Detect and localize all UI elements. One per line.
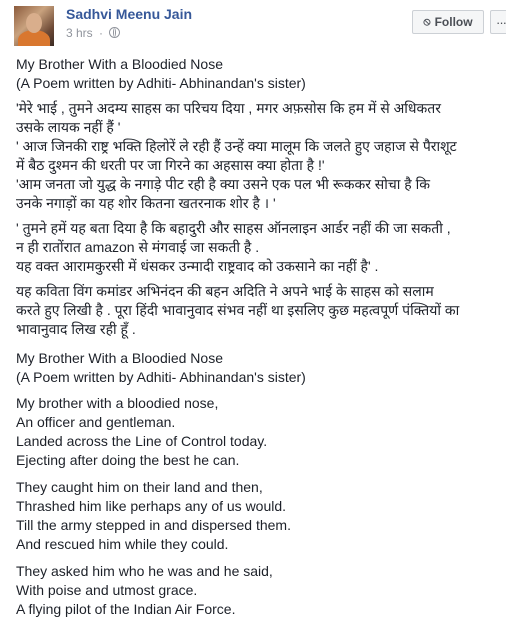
meta-separator: · bbox=[99, 26, 104, 40]
poem-line: A flying pilot of the Indian Air Force. bbox=[16, 601, 236, 617]
hindi-line: उसके लायक नहीं हैं ' bbox=[16, 119, 121, 135]
poem-line: And rescued him while they could. bbox=[16, 536, 229, 552]
poem-line: They asked him who he was and he said, bbox=[16, 563, 273, 579]
hindi-intro-line: भावानुवाद लिख रही हूँ . bbox=[16, 321, 136, 337]
more-options-button[interactable]: ··· bbox=[490, 10, 506, 34]
poem-title-repeat: My Brother With a Bloodied Nose bbox=[16, 350, 223, 366]
rss-icon: ⦸ bbox=[423, 15, 431, 28]
poem-line: Till the army stepped in and dispersed them. bbox=[16, 517, 291, 533]
follow-button[interactable] bbox=[412, 10, 484, 34]
hindi-line: ' आज जिनकी राष्ट्र भक्ति हिलोरें ले रही हैं उन्हें क्या मालूम कि जलते हुए जहाज से पैराशूट bbox=[16, 138, 457, 154]
hindi-line: 'मेरे भाई , तुमने अदम्य साहस का परिचय दिया , मगर अफ़सोस कि हम में से अधिकतर bbox=[16, 100, 441, 116]
avatar[interactable] bbox=[14, 6, 54, 46]
poem-line: My brother with a bloodied nose, bbox=[16, 395, 219, 411]
hindi-line: में बैठ दुश्मन की धरती पर जा गिरने का अहसास क्या होता है !' bbox=[16, 157, 325, 173]
post-header bbox=[14, 6, 506, 42]
poem-title: My Brother With a Bloodied Nose bbox=[16, 56, 223, 72]
hindi-line: 'आम जनता जो युद्ध के नगाड़े पीट रही है क्या उसने एक पल भी रूककर सोचा है कि bbox=[16, 176, 431, 192]
hindi-line: उनके नगाड़ों का यह शोर कितना खतरनाक शोर है । ' bbox=[16, 195, 276, 211]
follow-label: Follow bbox=[434, 15, 473, 29]
post-meta bbox=[66, 26, 120, 40]
hindi-line: ' तुमने हमें यह बता दिया है कि बहादुरी और साहस ऑनलाइन आर्डर नहीं की जा सकती , bbox=[16, 220, 451, 236]
post-body bbox=[16, 55, 496, 619]
hindi-line: न ही रातोंरात amazon से मंगवाई जा सकती है . bbox=[16, 239, 260, 255]
poem-line: Landed across the Line of Control today. bbox=[16, 433, 268, 449]
poem-line: They caught him on their land and then, bbox=[16, 479, 263, 495]
poem-line: Thrashed him like perhaps any of us would. bbox=[16, 498, 287, 514]
poem-subtitle: (A Poem written by Adhiti- Abhinandan's sister) bbox=[16, 75, 306, 91]
poem-line: With poise and utmost grace. bbox=[16, 582, 198, 598]
poem-line: Ejecting after doing the best he can. bbox=[16, 452, 240, 468]
post-timestamp[interactable]: 3 hrs bbox=[66, 26, 93, 40]
poem-line: An officer and gentleman. bbox=[16, 414, 176, 430]
author-name[interactable]: Sadhvi Meenu Jain bbox=[66, 6, 193, 22]
hindi-line: यह वक्त आरामकुरसी में धंसकर उन्मादी राष्ट्रवाद को उकसाने का नहीं है' . bbox=[16, 258, 379, 274]
globe-icon bbox=[109, 27, 120, 38]
hindi-intro-line: करते हुए लिखी है . पूरा हिंदी भावानुवाद संभव नहीं था इसलिए कुछ महत्वपूर्ण पंक्तियों का bbox=[16, 302, 460, 318]
avatar-face bbox=[26, 13, 42, 33]
hindi-intro-line: यह कविता विंग कमांडर अभिनंदन की बहन अदिति ने अपने भाई के साहस को सलाम bbox=[16, 283, 434, 299]
poem-subtitle-repeat: (A Poem written by Adhiti- Abhinandan's sister) bbox=[16, 369, 306, 385]
